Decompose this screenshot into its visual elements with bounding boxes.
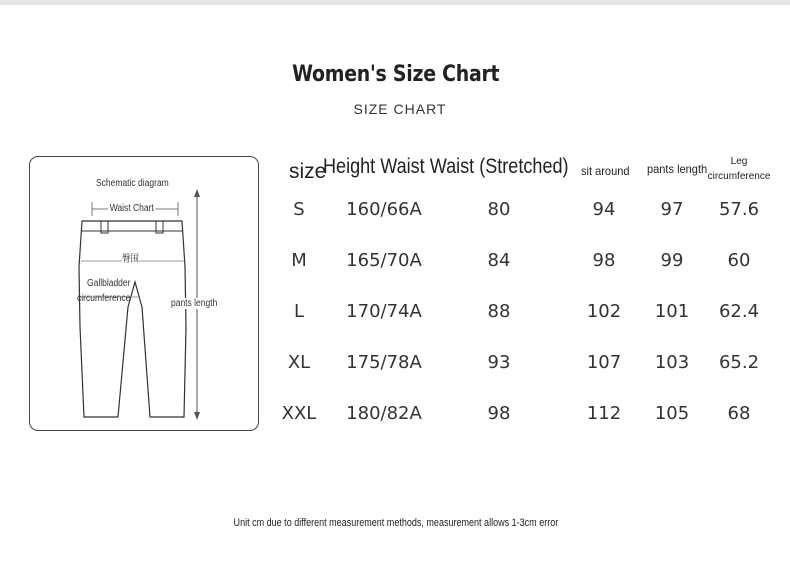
cell-size: M <box>291 250 307 271</box>
cell-leg-circumference: 65.2 <box>718 352 760 373</box>
cell-sit-around: 112 <box>586 403 622 424</box>
cell-size: L <box>293 301 305 322</box>
cell-pants-length: 103 <box>654 352 690 373</box>
cell-height: 165/70A <box>346 250 422 271</box>
cell-leg-circumference: 62.4 <box>718 301 760 322</box>
cell-size: XXL <box>281 403 317 424</box>
header-leg-line1: Leg <box>730 156 748 167</box>
cell-size: XL <box>287 352 311 373</box>
thigh-label-line2: circumference <box>77 293 131 304</box>
cell-waist: 80 <box>487 199 511 220</box>
cell-waist: 93 <box>487 352 511 373</box>
cell-pants-length: 97 <box>660 199 684 220</box>
cell-height: 170/74A <box>346 301 422 322</box>
measurement-footnote: Unit cm due to different measurement methods, measurement allows 1-3cm error <box>233 517 559 529</box>
header-leg-circumference <box>706 154 772 184</box>
header-leg-line2: circumference <box>707 171 771 182</box>
cell-leg-circumference: 68 <box>727 403 751 424</box>
page-subtitle: SIZE CHART <box>353 101 447 117</box>
cell-pants-length: 105 <box>654 403 690 424</box>
hip-label: 臀围 <box>122 250 139 265</box>
pants-schematic-drawing <box>30 157 260 432</box>
top-divider <box>0 0 790 5</box>
cell-pants-length: 101 <box>654 301 690 322</box>
cell-waist: 88 <box>487 301 511 322</box>
cell-sit-around: 94 <box>592 199 616 220</box>
header-sit-around: sit around <box>581 164 630 178</box>
cell-size: S <box>293 199 305 220</box>
cell-leg-circumference: 60 <box>727 250 751 271</box>
cell-sit-around: 98 <box>592 250 616 271</box>
schematic-diagram-panel <box>29 156 259 431</box>
diagram-heading: Schematic diagram <box>96 178 169 189</box>
cell-waist: 84 <box>487 250 511 271</box>
cell-leg-circumference: 57.6 <box>718 199 760 220</box>
cell-height: 180/82A <box>346 403 422 424</box>
waist-label: Waist Chart <box>109 203 154 214</box>
cell-sit-around: 107 <box>586 352 622 373</box>
header-pants-length: pants length <box>647 162 708 176</box>
cell-waist: 98 <box>487 403 511 424</box>
cell-height: 160/66A <box>346 199 422 220</box>
header-height-waist: Height Waist Waist (Stretched) <box>323 155 569 178</box>
pants-length-label: pants length <box>171 298 218 309</box>
cell-sit-around: 102 <box>586 301 622 322</box>
thigh-label-line1: Gallbladder <box>87 278 131 289</box>
page-title: Women's Size Chart <box>292 62 500 87</box>
header-size: size <box>289 160 327 183</box>
cell-pants-length: 99 <box>660 250 684 271</box>
cell-height: 175/78A <box>346 352 422 373</box>
